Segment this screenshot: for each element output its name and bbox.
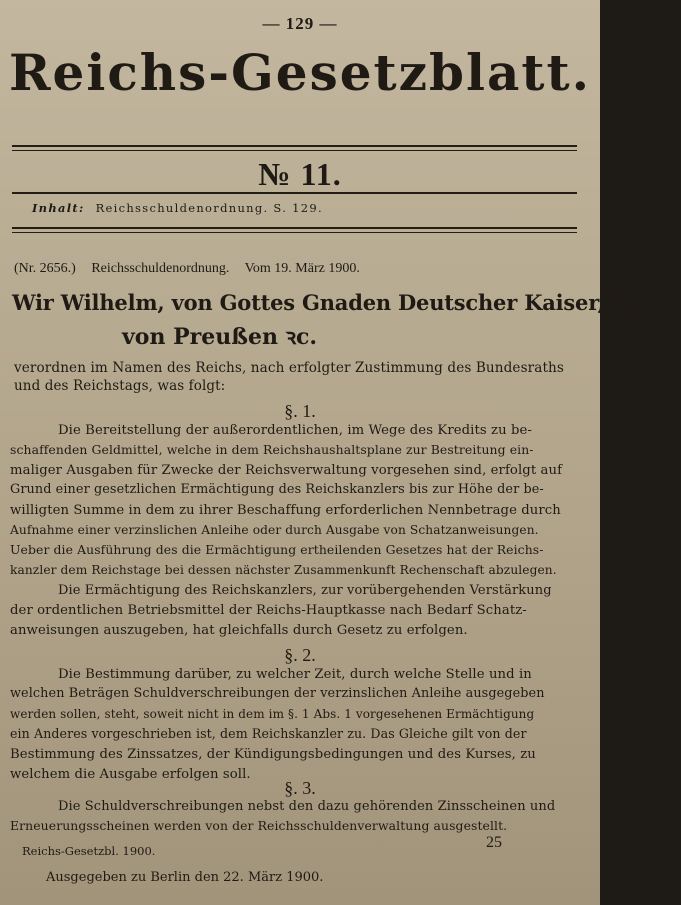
masthead-title: Reichs-Gesetzblatt.: [9, 43, 591, 102]
text-line: Die Schuldverschreibungen nebst den dazu gehörenden Zinsscheinen und: [58, 799, 556, 814]
rule-bottom: [12, 227, 577, 229]
text-line: kanzler dem Reichstage bei dessen nächster Zusammenkunft Rechenschaft abzulegen.: [10, 563, 557, 577]
law-header: [14, 261, 372, 277]
law-date: Vom 19. März 1900.: [244, 261, 360, 276]
preamble-line: von Preußen ꝛc.: [122, 324, 318, 350]
text-line: Die Bestimmung darüber, zu welcher Zeit, durch welche Stelle und in: [58, 667, 532, 682]
section-heading: §. 3.: [284, 778, 316, 798]
contents-line: [32, 201, 323, 215]
text-line: Ueber die Ausführung des die Ermächtigung ertheilenden Gesetzes hat der Reichs-: [10, 542, 544, 557]
text-line: Die Ermächtigung des Reichskanzlers, zur vorübergehenden Verstärkung: [58, 583, 552, 598]
text-line: der ordentlichen Betriebsmittel der Reichs-Hauptkasse nach Bedarf Schatz-: [10, 603, 527, 618]
text-line: Aufnahme einer verzinslichen Anleihe oder durch Ausgabe von Schatzanweisungen.: [10, 523, 539, 537]
issued-line: Ausgegeben zu Berlin den 22. März 1900.: [46, 870, 324, 885]
rule-bottom-thin: [12, 232, 577, 233]
text-line: Erneuerungsscheinen werden von der Reichsschuldenverwaltung ausgestellt.: [10, 818, 508, 833]
section-heading: §. 2.: [284, 645, 316, 665]
contents-text: Reichsschuldenordnung. S. 129.: [95, 201, 323, 215]
law-number: (Nr. 2656.): [14, 261, 76, 276]
text-line: welchen Beträgen Schuldverschreibungen der verzinslichen Anleihe ausgegeben: [10, 686, 545, 701]
footer-gazette-ref: Reichs-Gesetzbl. 1900.: [22, 844, 156, 858]
text-line: willigten Summe in dem zu ihrer Beschaffung erforderlichen Nennbetrage durch: [10, 503, 561, 518]
text-line: welchem die Ausgabe erfolgen soll.: [10, 767, 251, 782]
text-line: werden sollen, steht, soweit nicht in dem im §. 1 Abs. 1 vorgesehenen Ermächtigung: [10, 707, 535, 721]
text-line: anweisungen auszugeben, hat gleichfalls durch Gesetz zu erfolgen.: [10, 623, 468, 638]
page-number: — 129 —: [262, 14, 338, 33]
text-line: Grund einer gesetzlichen Ermächtigung des Reichskanzlers bis zur Höhe der be-: [10, 482, 544, 497]
text-line: schaffenden Geldmittel, welche in dem Reichshaushaltsplane zur Bestreitung ein-: [10, 442, 534, 457]
text-line: Die Bereitstellung der außerordentlichen, im Wege des Kredits zu be-: [58, 423, 532, 438]
contents-label: Inhalt:: [32, 201, 85, 215]
text-line: Bestimmung des Zinssatzes, der Kündigungsbedingungen und des Kurses, zu: [10, 747, 536, 762]
preamble-line: verordnen im Namen des Reichs, nach erfolgter Zustimmung des Bundesraths: [14, 360, 564, 376]
rule-top: [12, 145, 577, 147]
preamble-line: und des Reichstags, was folgt:: [14, 378, 226, 394]
rule-top-thin: [12, 150, 577, 151]
law-title: Reichsschuldenordnung.: [91, 261, 230, 276]
preamble-line: Wir Wilhelm, von Gottes Gnaden Deutscher Kaiser, König: [12, 290, 681, 315]
rule-mid: [12, 192, 577, 194]
text-line: ein Anderes vorgeschrieben ist, dem Reichskanzler zu. Das Gleiche gilt von der: [10, 726, 527, 741]
footer-sheet-number: 25: [486, 834, 502, 851]
section-heading: §. 1.: [284, 401, 316, 421]
issue-number: № 11.: [258, 156, 342, 192]
text-line: maliger Ausgaben für Zwecke der Reichsverwaltung vorgesehen sind, erfolgt auf: [10, 463, 563, 478]
